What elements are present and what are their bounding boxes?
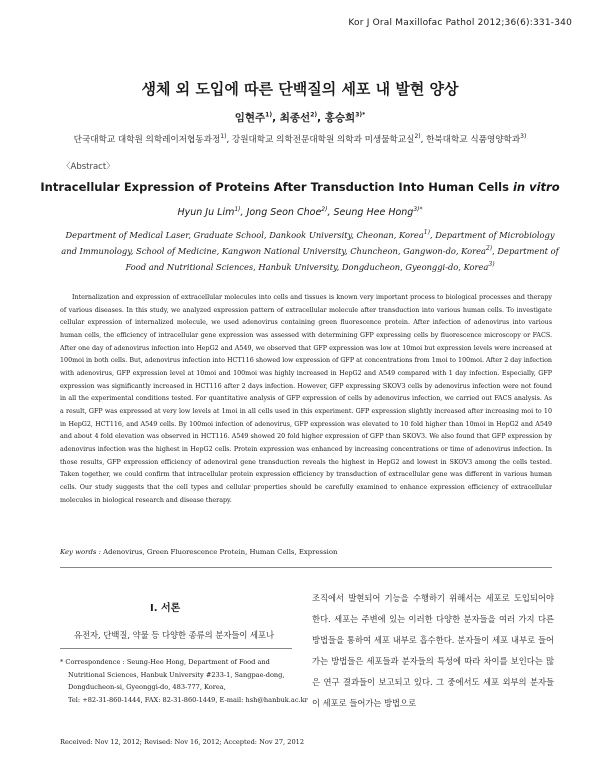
affiliation: 단국대학교 대학원 의학레이저협동과정 xyxy=(73,135,221,145)
title-korean: 생체 외 도입에 따른 단백질의 세포 내 발현 양상 xyxy=(141,80,459,98)
correspondence-footnote xyxy=(60,656,308,706)
affiliation-sup: 1) xyxy=(220,133,227,141)
affiliation: 강원대학교 의학전문대학원 의학과 미생물학교실 xyxy=(231,135,415,145)
author-sup: 3)* xyxy=(355,111,366,119)
author-name: 최종선 xyxy=(279,112,311,124)
abstract-label: 〈Abstract〉 xyxy=(62,162,115,172)
title-english-main: Intracellular Expression of Proteins After Transduction Into Human Cells xyxy=(40,180,509,194)
section-title: Ⅰ. 서론 xyxy=(150,603,181,614)
author-name: Seung Hee Hong xyxy=(333,207,414,218)
affiliation: Department of Food and Nutritional Sciences, Hanbuk University, Dongducheon, Gyeonggi-do, Korea xyxy=(125,246,559,272)
footnote-line: Nutritional Sciences, Hanbuk University #233-1, Sangpae-dong, xyxy=(68,670,285,679)
affiliation-sup: 3) xyxy=(520,133,527,141)
keywords-label: Key words : xyxy=(60,548,101,556)
title-english xyxy=(0,180,600,194)
affiliation-sup: 3) xyxy=(488,261,495,269)
footnote-divider xyxy=(60,648,292,649)
footnote-line: * Correspondence : Seung-Hee Hong, Department of Food and xyxy=(60,658,270,666)
author-name: 홍승희 xyxy=(324,112,356,124)
affiliations-english: Department of Medical Laser, Graduate School, Dankook University, Cheonan, Korea$^{1)}$, Department of Microbiology and Immunology, School of Medicine, Kangwon National University, Chuncheon, Gangwon-do, Korea$^{2)}$, Department of Food and Nutritional Sciences, Hanbuk University, Dongducheon, Gyeonggi-do, Korea$^{3)}$ xyxy=(61,229,559,272)
author-sup: 1) xyxy=(265,111,273,119)
affiliation-sup: 2) xyxy=(414,133,421,141)
author-name: 임현주 xyxy=(234,112,266,124)
footnote-line: Tel: +82-31-860-1444, FAX: 82-31-860-1449, E-mail: hsh@hanbuk.ac.kr xyxy=(68,695,308,704)
affiliations-korean: 단국대학교 대학원 의학레이저협동과정$^{1)}$, 강원대학교 의학전문대학원 의학과 미생물학교실$^{2)}$, 한북대학교 식품영양학과$^{3)}$ xyxy=(73,133,527,145)
authors-english: Hyun Ju Lim$^{1)}$, Jong Seon Choe$^{2)}$, Seung Hee Hong$^{3)*}$ xyxy=(177,205,423,218)
abstract-paragraph: Internalization and expression of extracellular molecules into cells and tissues is known very important process to biological processes and therapy of various diseases. In this study, we analyzed expression pattern of extracellular molecule after transduction into various human cells. To investigate cellular expression of internalized molecule, we used adenovirus containing green fluorescence protein. After infection of adenovirus into various human cells, the efficiency of intracellular gene expression was assessed with determining GFP expressing cells by fluorescence microscopy or FACS. After one day of adenovirus infection into HepG2 and A549, we observed that GFP expression was low at 10moi but expression levels were increased at 100moi in both cells. But, adenovirus infection into HCT116 showed low expression of GFP at concentrations from 1moi to 100moi. After 2 day infection with adenovirus, GFP expression level at 10moi and 100moi was highly increased in HepG2 and A549 compared with 1 day infection. Especially, GFP expression was significantly increased in HCT116 after 2 days infection. However, GFP expressing SKOV3 cells by adenovirus infection were not found in all the experimental conditions tested. For quantitative analysis of GFP expression of cells by adenovirus infection, we carried out FACS analysis. As a result, GFP was expressed at very low levels at 1moi in all cells used in this experiment. GFP expression slightly increased after increasing moi to 10 in HepG2, HCT116, and A549 cells. By 100moi infection of adenovirus, GFP expression was elevated to 10 fold higher than 10moi in HepG2 and A549 and about 4 fold elevation was observed in HCT116. A549 showed 20 fold higher expression of GFP than SKOV3. We also found that GFP expression by adenovirus infection was the highest in HepG2 cells. Protein expression was enhanced by increasing concentrations or time of adenovirus infection. In those results, GFP expression efficiency of adenoviral gene transduction reveals the highest in HepG2 and lowest in SKOV3 among the cells tested. Taken together, we could confirm that intracellular protein expression efficiency by transduction of extracellular gene was different in various human cells. Our study suggests that the cell types and cellular properties should be carefully examined to enhance expression efficiency of extracellular molecules in biological research and disease therapy. xyxy=(60,294,552,504)
author-sup: 3)* xyxy=(413,205,423,213)
affiliation: 한북대학교 식품영양학과 xyxy=(426,135,521,145)
author-name: Jong Seon Choe xyxy=(246,207,322,218)
keywords-list: Adenovirus, Green Fluorescence Protein, Human Cells, Expression xyxy=(103,548,338,556)
intro-right-column: 조직에서 발현되어 기능을 수행하기 위해서는 세포로 도입되어야 한다. 세포는 주변에 있는 이러한 다양한 분자들을 여러 가지 다른 방법들을 통하여 세포 내부로 흡수한다. 분자들이 세포 내부로 들어가는 방법들은 세포들과 분자들의 특성에 따라 차이를 보인다는 많은 연구 결과들이 보고되고 있다. 그 중에서도 세포 외부의 분자들이 세포로 들어가는 방법으로 xyxy=(312,593,554,708)
affiliation: Department of Medical Laser, Graduate School, Dankook University, Cheonan, Korea xyxy=(65,230,424,240)
title-english-italic: in vitro xyxy=(512,180,560,194)
author-sup: 1) xyxy=(234,205,241,213)
author-name: Hyun Ju Lim xyxy=(177,207,235,218)
intro-left-column: 유전자, 단백질, 약물 등 다양한 종류의 분자들이 세포나 xyxy=(74,630,275,640)
affiliation-sup: 1) xyxy=(423,229,430,237)
author-sup: 2) xyxy=(321,205,328,213)
footnote-line: Dongducheon-si, Gyeonggi-do, 483-777, Korea, xyxy=(68,683,226,692)
received-dates: Received: Nov 12, 2012; Revised: Nov 16, 2012; Accepted: Nov 27, 2012 xyxy=(60,738,305,746)
author-sup: 2) xyxy=(310,111,318,119)
keywords xyxy=(60,548,552,556)
abstract-body xyxy=(60,292,552,507)
authors-korean: 임현주$^{1)}$, 최종선$^{2)}$, 홍승희$^{3)*}$ xyxy=(234,111,366,124)
journal-citation: Kor J Oral Maxillofac Pathol 2012;36(6):331-340 xyxy=(348,18,572,28)
affiliation-sup: 2) xyxy=(485,245,493,253)
section-divider xyxy=(60,567,552,568)
affiliation: Department of Microbiology and Immunology, School of Medicine, Kangwon National University, Chuncheon, Gangwon-do, Korea xyxy=(61,230,555,256)
